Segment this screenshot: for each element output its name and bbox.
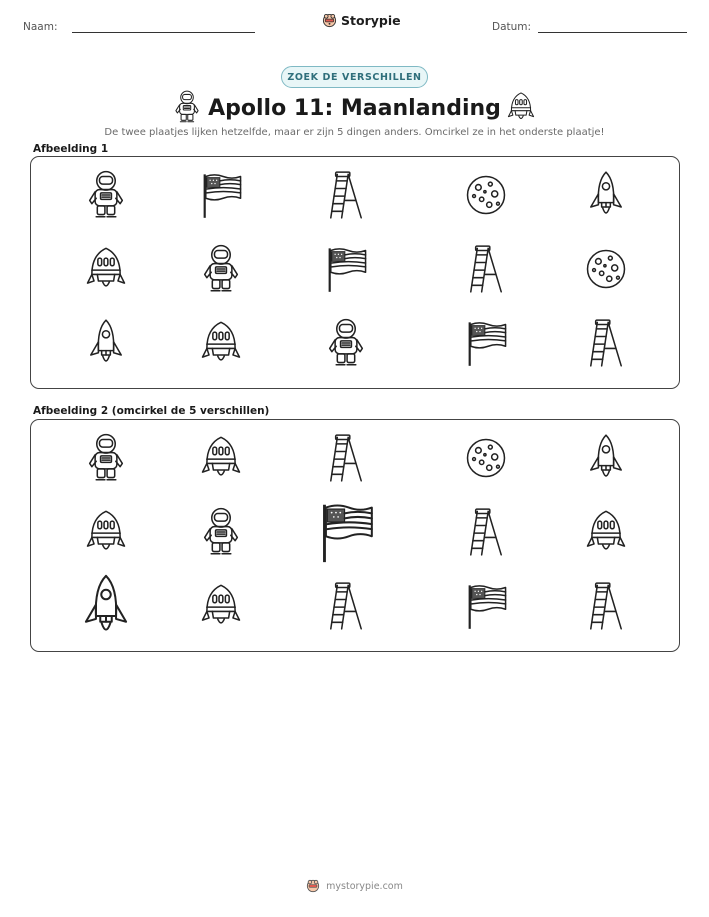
activity-badge: ZOEK DE VERSCHILLEN (281, 66, 428, 88)
picture-1-item-flag-icon[interactable] (324, 244, 368, 294)
page-title: Apollo 11: Maanlanding (208, 95, 501, 121)
picture-1-item-astronaut-icon[interactable] (324, 318, 368, 368)
picture-1-item-moon-icon[interactable] (464, 170, 508, 220)
brand-logo (322, 13, 401, 28)
picture-2-item-rocket-icon[interactable] (584, 433, 628, 483)
picture-2-item-astronaut-icon[interactable] (84, 433, 128, 483)
picture-2-item-ladder-icon[interactable] (324, 581, 368, 631)
picture-1-label: Afbeelding 1 (33, 143, 109, 155)
brand-name: Storypie (341, 13, 401, 28)
picture-2-item-rocket-icon[interactable] (75, 573, 137, 639)
footer (0, 879, 709, 893)
picture-2-item-moon-icon[interactable] (464, 433, 508, 483)
picture-1-item-rocket-icon[interactable] (84, 318, 128, 368)
rocket-icon (506, 90, 536, 124)
picture-2-item-capsule-icon[interactable] (584, 507, 628, 557)
name-label: Naam: (23, 21, 58, 33)
astronaut-icon (172, 90, 202, 124)
picture-2-item-capsule-icon[interactable] (199, 433, 243, 483)
instructions: De twee plaatjes lijken hetzelfde, maar er zijn 5 dingen anders. Omcirkel ze in het onderste plaatje! (104, 127, 605, 138)
picture-1-item-ladder-icon[interactable] (324, 170, 368, 220)
picture-2-label: Afbeelding 2 (omcirkel de 5 verschillen) (33, 405, 270, 417)
picture-2-panel[interactable] (30, 419, 680, 652)
picture-1-item-astronaut-icon[interactable] (199, 244, 243, 294)
picture-1-item-flag-icon[interactable] (464, 318, 508, 368)
picture-2-item-capsule-icon[interactable] (84, 507, 128, 557)
picture-1-item-capsule-icon[interactable] (199, 318, 243, 368)
picture-2-item-flag-icon[interactable] (315, 499, 377, 565)
footer-logo-icon (306, 879, 320, 893)
picture-2-item-ladder-icon[interactable] (324, 433, 368, 483)
page-title-row (150, 91, 559, 125)
picture-1-item-rocket-icon[interactable] (584, 170, 628, 220)
picture-2-item-capsule-icon[interactable] (199, 581, 243, 631)
picture-1-item-capsule-icon[interactable] (84, 244, 128, 294)
date-line[interactable] (538, 32, 687, 33)
footer-url: mystorypie.com (326, 880, 403, 892)
picture-1-panel[interactable] (30, 156, 680, 389)
picture-2-item-astronaut-icon[interactable] (199, 507, 243, 557)
storypie-logo-icon (322, 13, 337, 28)
picture-1-item-ladder-icon[interactable] (464, 244, 508, 294)
name-line[interactable] (72, 32, 255, 33)
picture-1-item-flag-icon[interactable] (199, 170, 243, 220)
date-label: Datum: (492, 21, 532, 33)
picture-2-item-ladder-icon[interactable] (464, 507, 508, 557)
picture-1-item-moon-icon[interactable] (584, 244, 628, 294)
picture-1-item-astronaut-icon[interactable] (84, 170, 128, 220)
picture-2-item-ladder-icon[interactable] (584, 581, 628, 631)
picture-2-item-flag-icon[interactable] (464, 581, 508, 631)
picture-1-item-ladder-icon[interactable] (584, 318, 628, 368)
